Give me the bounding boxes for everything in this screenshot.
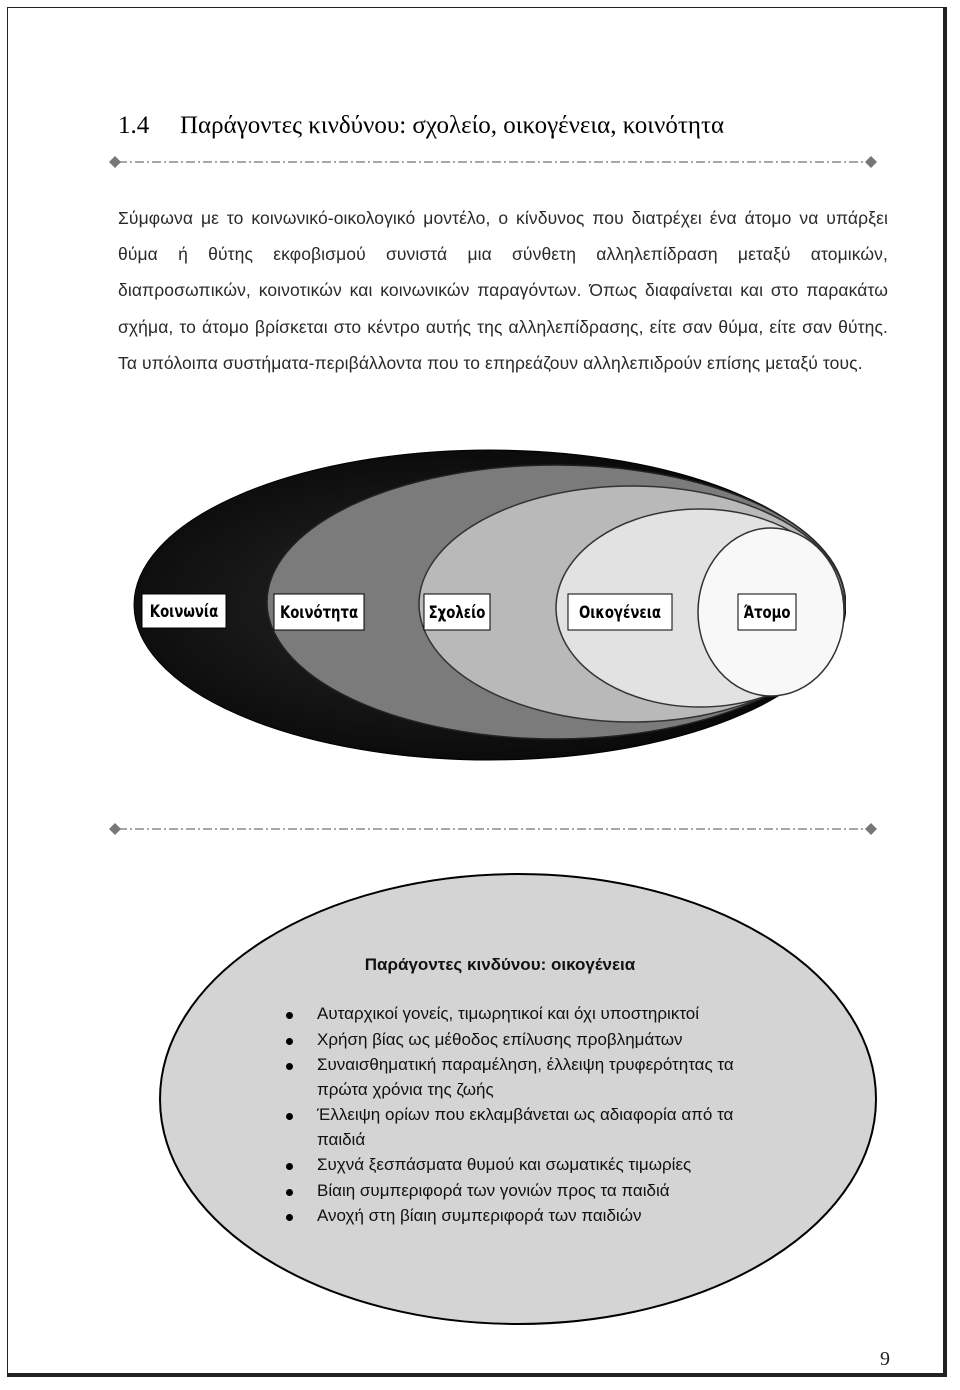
bullet-icon	[286, 1012, 293, 1019]
risk-factors-list	[286, 1002, 766, 1230]
risk-factor-item	[286, 1053, 766, 1102]
risk-factor-text: Συναισθηματική παραμέληση, έλλειψη τρυφερότητας τα πρώτα χρόνια της ζωής	[317, 1055, 734, 1099]
bottom-divider	[108, 822, 878, 836]
section-number: 1.4	[118, 112, 150, 139]
risk-factor-text: Ανοχή στη βίαιη συμπεριφορά των παιδιών	[317, 1206, 642, 1225]
bullet-icon	[286, 1189, 293, 1196]
top-divider	[108, 155, 878, 169]
risk-factor-text: Βίαιη συμπεριφορά των γονιών προς τα παιδιά	[317, 1180, 670, 1200]
label-level-2: Κοινότητα	[279, 602, 359, 623]
label-level-4: Οικογένεια	[578, 602, 662, 623]
risk-factor-item	[286, 1002, 766, 1027]
bullet-icon	[286, 1163, 293, 1170]
ecological-model-diagram	[128, 408, 846, 802]
intro-paragraph: Σύμφωνα με το κοινωνικό-οικολογικό μοντέλο, ο κίνδυνος που διατρέχει ένα άτομο να υπάρξει θύμα ή θύτης εκφοβισμού συνιστά μια σύνθετη αλληλεπίδραση μεταξύ ατομικών, διαπροσωπικών, κοινοτικών και κοινωνικών παραγόντων. Όπως διαφαίνεται και στο παρακάτω σχήμα, το άτομο βρίσκεται στο κέντρο αυτής της αλληλεπίδρασης, είτε σαν θύμα, είτε σαν θύτης. Τα υπόλοιπα συστήματα-περιβάλλοντα που το επηρεάζουν αλληλεπιδρούν επίσης μεταξύ τους.	[118, 208, 888, 373]
label-level-5: Άτομο	[743, 602, 791, 623]
risk-factor-text: Συχνά ξεσπάσματα θυμού και σωματικές τιμωρίες	[317, 1155, 692, 1174]
page-number: 9	[880, 1348, 890, 1370]
risk-factor-text: Χρήση βίας ως μέθοδος επίλυσης προβλημάτων	[317, 1029, 683, 1049]
risk-factor-item	[286, 1028, 766, 1053]
label-level-1: Κοινωνία	[149, 601, 219, 622]
risk-factor-item	[286, 1179, 766, 1204]
risk-factor-item	[286, 1153, 766, 1178]
bullet-icon	[286, 1113, 293, 1120]
bullet-icon	[286, 1214, 293, 1221]
bullet-icon	[286, 1038, 293, 1045]
label-level-3: Σχολείο	[428, 602, 486, 623]
risk-factor-item	[286, 1204, 766, 1229]
risk-factor-text: Έλλειψη ορίων που εκλαμβάνεται ως αδιαφορία από τα παιδιά	[317, 1105, 734, 1149]
section-title: Παράγοντες κινδύνου: σχολείο, οικογένεια, κοινότητα	[180, 112, 725, 139]
bullet-icon	[286, 1063, 293, 1070]
section-heading	[118, 112, 878, 140]
risk-factor-item	[286, 1103, 766, 1152]
risk-factor-text: Αυταρχικοί γονείς, τιμωρητικοί και όχι υποστηρικτοί	[317, 1004, 700, 1023]
risk-factors-title: Παράγοντες κινδύνου: οικογένεια	[364, 955, 636, 974]
